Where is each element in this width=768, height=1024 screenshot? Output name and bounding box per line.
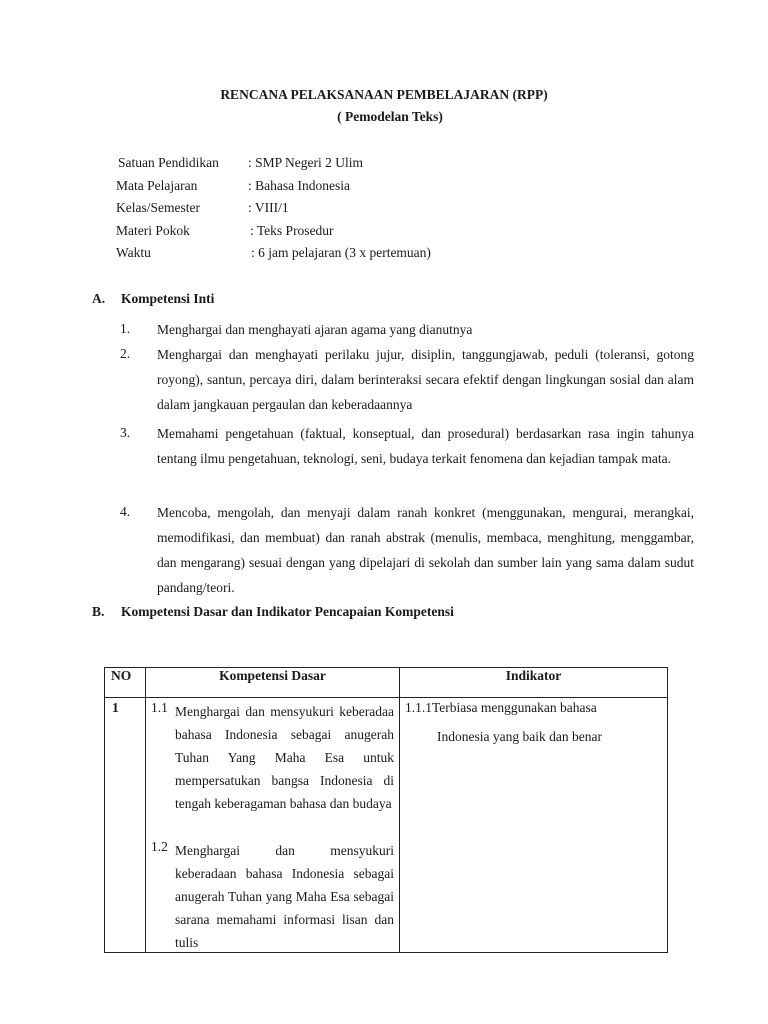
info-value: : VIII/1 bbox=[248, 200, 289, 215]
kd-item-text: Menghargai dan mensyukuri keberadaa bahasa Indonesia sebagai anugerah Tuhan Yang Maha Esa untuk mempersatukan bangsa Indonesia di tengah keberagaman bahasa dan budaya bbox=[175, 704, 394, 811]
indikator-line: 1.1.1Terbiasa menggunakan bahasa bbox=[405, 700, 597, 715]
page-subtitle: ( Pemodelan Teks) bbox=[337, 109, 443, 124]
list-item-text: Mencoba, mengolah, dan menyaji dalam ranah konkret (menggunakan, mengurai, merangkai, memodifikasi, dan membuat) dan ranah abstrak (menulis, membaca, menghitung, menggambar, dan mengarang) sesuai dengan yang dipelajari di sekolah dan sumber lain yang sama dalam sudut pandang/teori. bbox=[157, 505, 694, 595]
indikator-line: Indonesia yang baik dan benar bbox=[437, 729, 602, 744]
info-row-waktu bbox=[116, 245, 536, 268]
list-item-number: 1. bbox=[120, 321, 131, 336]
table-header-row bbox=[105, 668, 668, 698]
info-label: Waktu bbox=[116, 245, 151, 260]
competency-table bbox=[104, 667, 668, 953]
list-item-text: Memahami pengetahuan (faktual, konseptual, dan prosedural) berdasarkan rasa ingin tahunya tentang ilmu pengetahuan, teknologi, seni, budaya terkait fenomena dan kejadian tampak mata. bbox=[157, 426, 694, 466]
info-value: : Teks Prosedur bbox=[250, 222, 334, 238]
page-title: RENCANA PELAKSANAAN PEMBELAJARAN (RPP) bbox=[220, 87, 548, 102]
list-item-text: Menghargai dan menghayati perilaku jujur, disiplin, tanggungjawab, peduli (toleransi, gotong royong), santun, percaya diri, dalam berinteraksi secara efektif dengan lingkungan sosial dan alam dalam jangkauan pergaulan dan keberadaannya bbox=[157, 347, 694, 412]
info-label: Mata Pelajaran bbox=[116, 177, 198, 193]
info-row-mapel bbox=[116, 178, 536, 201]
section-letter: A. bbox=[92, 291, 106, 306]
column-header-no: NO bbox=[105, 668, 146, 698]
kd-item-number: 1.2 bbox=[151, 839, 168, 854]
info-value: : Bahasa Indonesia bbox=[248, 177, 350, 193]
section-title: Kompetensi Inti bbox=[121, 291, 215, 306]
info-value: : 6 jam pelajaran (3 x pertemuan) bbox=[251, 245, 431, 260]
kd-item-text: Menghargai dan mensyukuri keberadaan bahasa Indonesia sebagai anugerah Tuhan yang Maha Esa sebagai sarana memahami informasi lisan dan tulis bbox=[175, 843, 394, 950]
column-header-kd: Kompetensi Dasar bbox=[146, 668, 400, 698]
row-number: 1 bbox=[105, 698, 146, 953]
list-item-number: 2. bbox=[120, 346, 131, 361]
info-label: Materi Pokok bbox=[116, 222, 190, 238]
kd-item-number: 1.1 bbox=[151, 700, 168, 715]
indikator-cell bbox=[400, 698, 668, 953]
info-row-kelas bbox=[116, 200, 536, 223]
list-item-number: 4. bbox=[120, 504, 131, 519]
section-letter: B. bbox=[92, 604, 105, 619]
info-label: Kelas/Semester bbox=[116, 200, 200, 215]
info-row-satuan bbox=[116, 155, 536, 178]
column-header-indikator: Indikator bbox=[400, 668, 668, 698]
list-item-text: Menghargai dan menghayati ajaran agama yang dianutnya bbox=[157, 322, 473, 337]
kd-cell bbox=[146, 698, 400, 953]
info-row-materi bbox=[116, 223, 536, 246]
identity-block bbox=[116, 155, 536, 268]
section-title: Kompetensi Dasar dan Indikator Pencapaian Kompetensi bbox=[121, 604, 454, 619]
info-value: : SMP Negeri 2 Ulim bbox=[248, 155, 364, 170]
list-item-number: 3. bbox=[120, 425, 131, 440]
info-label: Satuan Pendidikan bbox=[118, 155, 219, 170]
table-row bbox=[105, 698, 668, 953]
